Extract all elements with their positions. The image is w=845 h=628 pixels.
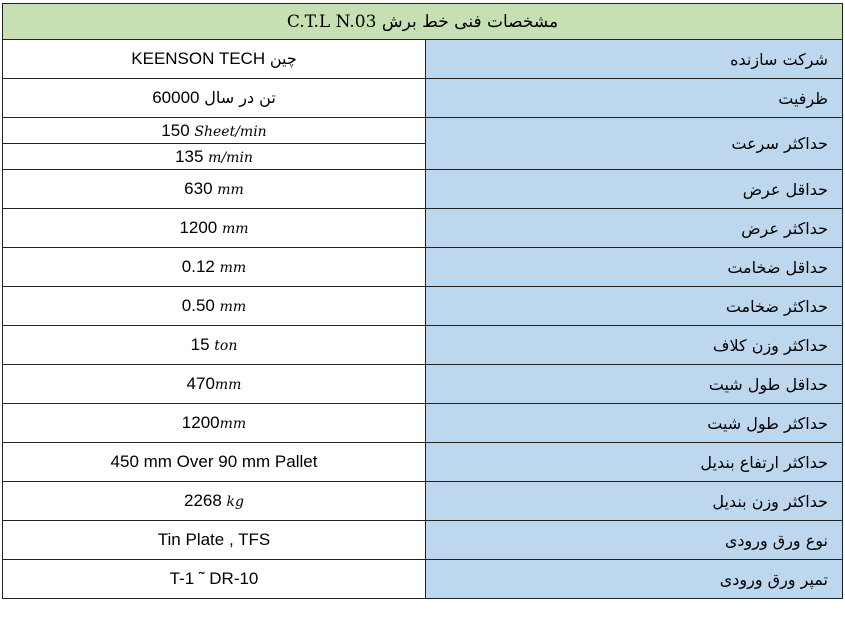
table-row bbox=[3, 521, 843, 560]
table-row bbox=[3, 365, 843, 404]
unit-text: m/min bbox=[208, 149, 253, 166]
value-cell bbox=[3, 404, 426, 443]
value-text: 470 bbox=[186, 374, 215, 393]
label-cell: حداکثر ارتفاع بندیل bbox=[426, 443, 843, 482]
value-cell bbox=[3, 287, 426, 326]
unit-text: تن در سال bbox=[204, 88, 276, 107]
table-row bbox=[3, 560, 843, 599]
label-cell: حداکثر عرض bbox=[426, 209, 843, 248]
label-cell: ظرفیت bbox=[426, 79, 843, 118]
table-row bbox=[3, 482, 843, 521]
table-row bbox=[3, 170, 843, 209]
label-cell: حداکثر ضخامت bbox=[426, 287, 843, 326]
value-cell bbox=[3, 40, 426, 79]
value-text: 450 mm Over 90 mm Pallet bbox=[110, 452, 318, 471]
value-cell bbox=[3, 209, 426, 248]
label-cell: شرکت سازنده bbox=[426, 40, 843, 79]
table-row bbox=[3, 287, 843, 326]
table-row bbox=[3, 404, 843, 443]
table-row bbox=[3, 40, 843, 79]
value-cell bbox=[3, 560, 426, 599]
unit-text: kg bbox=[226, 494, 244, 510]
table-row bbox=[3, 79, 843, 118]
unit-text: Sheet/min bbox=[194, 123, 267, 140]
value-text: 2268 bbox=[183, 491, 222, 510]
value-cell bbox=[3, 443, 426, 482]
unit-text: چین bbox=[269, 49, 297, 68]
value-cell bbox=[3, 170, 426, 209]
value-text: 15 bbox=[190, 335, 210, 354]
table-header-row bbox=[3, 4, 843, 40]
value-text: 1200 bbox=[181, 413, 220, 432]
value-cell bbox=[3, 144, 426, 170]
label-cell: حداکثر طول شیت bbox=[426, 404, 843, 443]
unit-text: mm bbox=[222, 221, 249, 237]
label-cell: حداقل ضخامت bbox=[426, 248, 843, 287]
value-cell bbox=[3, 118, 426, 144]
value-text: 135 bbox=[175, 146, 204, 166]
unit-text: mm bbox=[219, 416, 247, 432]
value-text: KEENSON TECH bbox=[131, 49, 266, 68]
value-text: T-1 ˜ DR-10 bbox=[169, 569, 259, 588]
value-text: 630 bbox=[184, 179, 213, 198]
unit-text: mm bbox=[219, 260, 247, 276]
unit-text: mm bbox=[214, 377, 242, 393]
table-title: C.T.L N.03 مشخصات فنی خط برش bbox=[3, 4, 843, 40]
unit-text: mm bbox=[217, 182, 244, 198]
table-row bbox=[3, 443, 843, 482]
value-text: 60000 bbox=[152, 88, 200, 107]
unit-text: mm bbox=[219, 299, 247, 315]
value-text: 0.50 bbox=[181, 296, 215, 315]
value-text: 150 bbox=[161, 120, 190, 140]
label-cell: تمپر ورق ورودی bbox=[426, 560, 843, 599]
value-cell bbox=[3, 365, 426, 404]
value-cell bbox=[3, 326, 426, 365]
label-cell: حداقل عرض bbox=[426, 170, 843, 209]
spec-table bbox=[2, 3, 843, 599]
label-cell: حداکثر وزن کلاف bbox=[426, 326, 843, 365]
label-cell: حداکثر وزن بندیل bbox=[426, 482, 843, 521]
table-row bbox=[3, 248, 843, 287]
label-cell: حداکثر سرعت bbox=[426, 118, 843, 170]
table-row bbox=[3, 118, 843, 144]
value-cell bbox=[3, 521, 426, 560]
value-text: 0.12 bbox=[181, 257, 215, 276]
table-row bbox=[3, 209, 843, 248]
value-text: 1200 bbox=[179, 218, 218, 237]
value-text: Tin Plate , TFS bbox=[157, 530, 271, 549]
value-cell bbox=[3, 79, 426, 118]
value-cell bbox=[3, 482, 426, 521]
label-cell: نوع ورق ورودی bbox=[426, 521, 843, 560]
label-cell: حداقل طول شیت bbox=[426, 365, 843, 404]
value-cell bbox=[3, 248, 426, 287]
unit-text: ton bbox=[214, 338, 238, 354]
table-row bbox=[3, 326, 843, 365]
